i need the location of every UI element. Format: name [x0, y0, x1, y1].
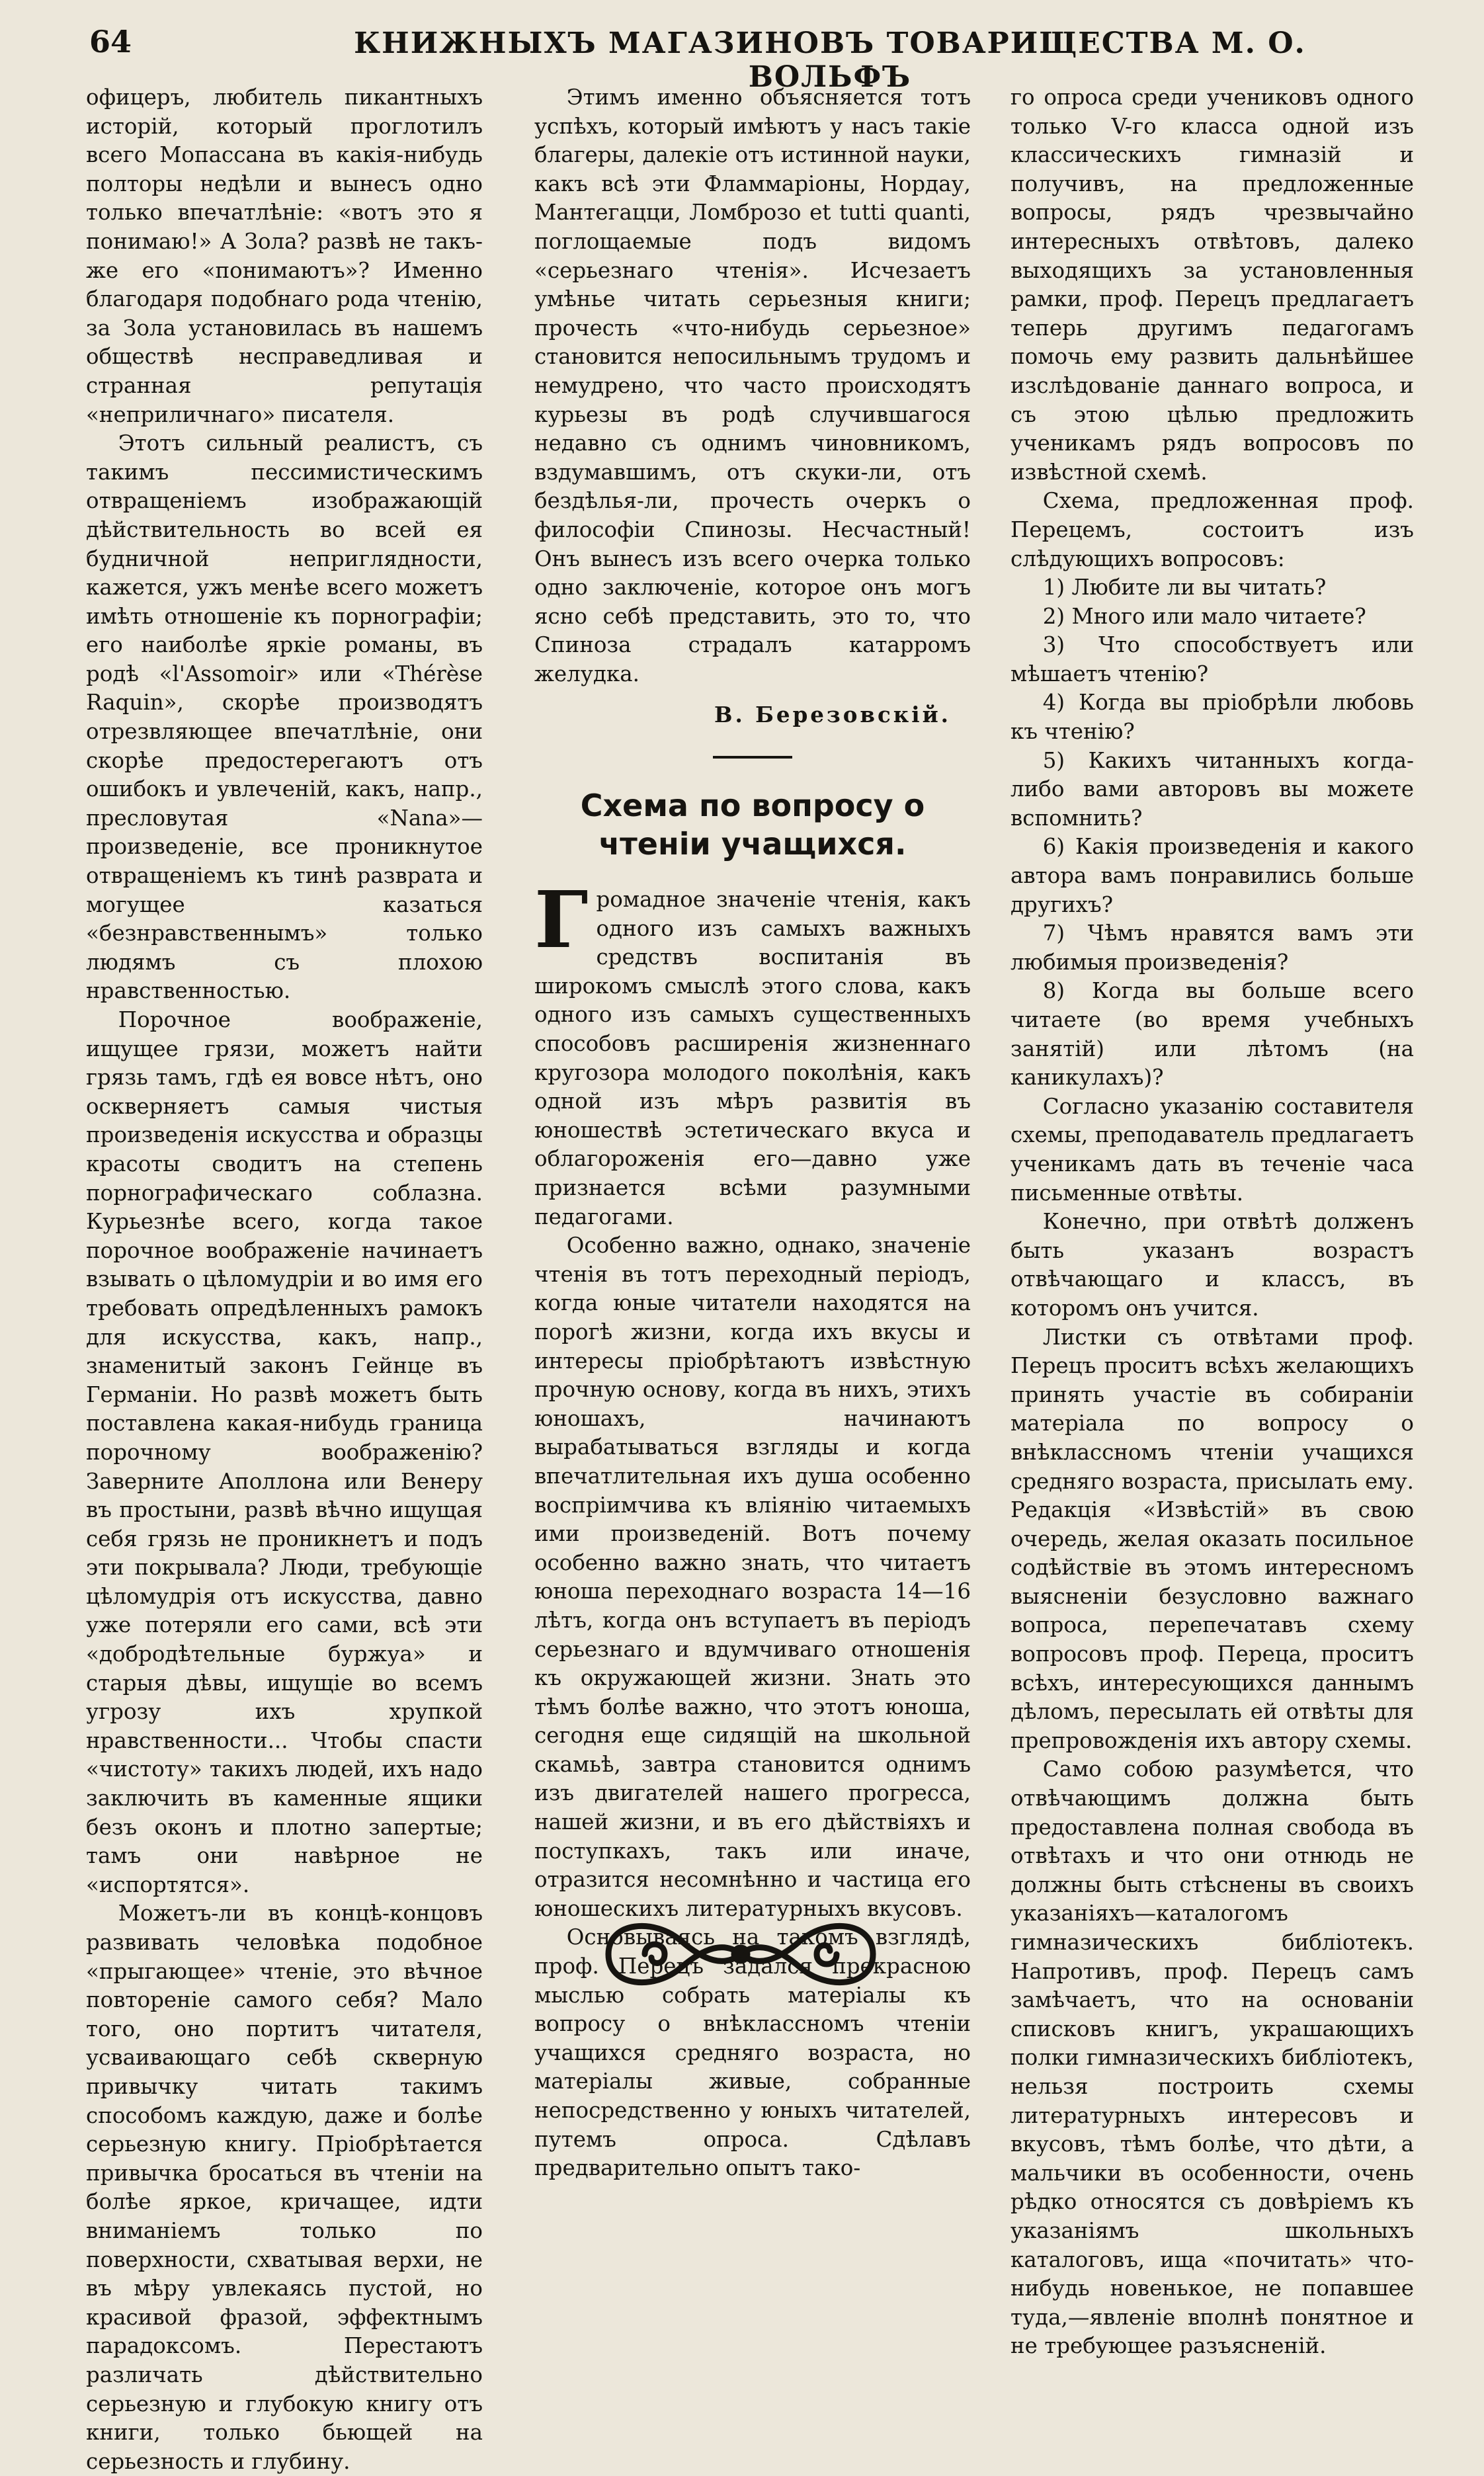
column-1 [86, 83, 483, 2476]
column-3 [1010, 83, 1414, 2361]
running-title: КНИЖНЫХЪ МАГАЗИНОВЪ ТОВАРИЩЕСТВА М. О. ВОЛЬФЪ [354, 26, 1306, 94]
author-signature: В. Березовскій. [714, 702, 951, 728]
paragraph: Листки съ отвѣтами проф. Перецъ проситъ всѣхъ желающихъ принять участіе въ собираніи матеріала по вопросу о внѣклассномъ чтеніи учащихся средняго возраста, присылать ему. Редакція «Извѣстій» въ свою очередь, желая оказать посильное содѣйствіе въ этомъ интересномъ выясненіи безусловно важнаго вопроса, перепечатавъ схему вопросовъ проф. Переца, проситъ всѣхъ, интересующихся даннымъ дѣломъ, пересылать ей отвѣты для препровожденія ихъ автору схемы. [1010, 1324, 1414, 1753]
paragraph: Порочное воображеніе, ищущее грязи, можетъ найти грязь тамъ, гдѣ ея вовсе нѣтъ, оно оскверняетъ самыя чистыя произведенія искусства и образцы красоты сводитъ на степень порнографическаго соблазна. Курьезнѣе всего, когда такое порочное воображеніе начинаетъ взывать о цѣломудріи и во имя его требовать опредѣленныхъ рамокъ для искусства, какъ, напр., знаменитый законъ Гейнце въ Германіи. Но развѣ можетъ быть поставлена какая-нибудь граница порочному воображенію? Заверните Аполлона или Венеру въ простыни, развѣ вѣчно ищущая себя грязь не проникнетъ и подъ эти покрывала? Люди, требующіе цѣломудрія отъ искусства, давно уже потеряли его сами, всѣ эти «добродѣтельные буржуа» и старыя дѣвы, ищущіе во всемъ угрозу ихъ хрупкой нравственности... Чтобы спасти «чистоту» такихъ людей, ихъ надо заключить въ каменные ящики безъ оконъ и плотно запертые; тамъ они навѣрное не «испортятся». [86, 1007, 483, 1897]
paragraph: Согласно указанію составителя схемы, преподаватель предлагаетъ ученикамъ дать въ теченіе часа письменные отвѣты. [1010, 1093, 1414, 1206]
paragraph: Само собою разумѣется, что отвѣчающимъ должна быть предоставлена полная свобода въ отвѣтахъ и что они отнюдь не должны быть стѣснены въ своихъ указаніяхъ—каталогомъ гимназическихъ библіотекъ. Напротивъ, проф. Перецъ самъ замѣчаетъ, что на основаніи списковъ книгъ, украшающихъ полки гимназическихъ библіотекъ, нельзя построить схемы литературныхъ интересовъ и вкусовъ, тѣмъ болѣе, что дѣти, а мальчики въ особенности, очень рѣдко относятся съ довѣріемъ къ указаніямъ школьныхъ каталоговъ, ища «почитать» что-нибудь новенькое, не попавшее туда,—явленіе вполнѣ понятное и не требующее разъясненій. [1010, 1756, 1414, 2359]
question-item: 1) Любите ли вы читать? [1042, 575, 1327, 600]
question-item: 6) Какія произведенія и какого автора вамъ понравились больше другихъ? [1010, 834, 1414, 917]
question-item: 8) Когда вы больше всего читаете (во время учебныхъ занятій) или лѣтомъ (на каникулахъ)? [1010, 978, 1414, 1091]
paragraph: Схема, предложенная проф. Перецемъ, состоитъ изъ слѣдующихъ вопросовъ: [1010, 488, 1414, 571]
question-item: 4) Когда вы пріобрѣли любовь къ чтенію? [1010, 690, 1414, 745]
paragraph: Основываясь на такомъ взглядѣ, проф. Перецъ задался прекрасною мыслью собрать матеріалы къ вопросу о внѣклассномъ чтеніи учащихся средняго возраста, но матеріалы живые, собранные непосредственно у юныхъ читателей, путемъ опроса. Сдѣлавъ предварительно опытъ тако- [534, 1924, 971, 2181]
paragraph: Конечно, при отвѣтѣ долженъ быть указанъ возрастъ отвѣчающаго и классъ, въ которомъ онъ учится. [1010, 1209, 1414, 1321]
page-number: 64 [89, 24, 132, 60]
paragraph: го опроса среди учениковъ одного только V-го класса одной изъ классическихъ гимназій и получивъ, на предложенные вопросы, рядъ чрезвычайно интересныхъ отвѣтовъ, далеко выходящихъ за установленныя рамки, проф. Перецъ предлагаетъ теперь другимъ педагогамъ помочь ему развить дальнѣйшее изслѣдованіе даннаго вопроса, и съ этою цѣлью предложить ученикамъ рядъ вопросовъ по извѣстной схемѣ. [1010, 85, 1414, 485]
question-item: 2) Много или мало читаете? [1042, 603, 1366, 629]
paragraph-with-dropcap [534, 874, 971, 1231]
question-item: 7) Чѣмъ нравятся вамъ эти любимыя произведенія? [1010, 921, 1414, 975]
column-2 [534, 83, 971, 2183]
drop-cap: Г [534, 874, 589, 966]
flourish-ornament-icon [582, 1905, 899, 2004]
paragraph-text: ромадное значеніе чтенія, какъ одного изъ самыхъ важныхъ средствъ воспитанія въ широкомъ смыслѣ этого слова, какъ одного изъ самыхъ существенныхъ способовъ расширенія жизненнаго кругозора молодого поколѣнія, какъ одной изъ мѣръ развитія въ юношествѣ эстетическаго вкуса и облагороженія его—давно уже признается всѣми разумными педагогами. [534, 887, 971, 1229]
paragraph: Этимъ именно объясняется тотъ успѣхъ, который имѣютъ у насъ такіе благеры, далекіе отъ истинной науки, какъ всѣ эти Фламмаріоны, Нордау, Мантегацци, Ломброзо et tutti quanti, поглощаемые подъ видомъ «серьезнаго чтенія». Исчезаетъ умѣнье читать серьезныя книги; прочесть «что-нибудь серьезное» становится непосильнымъ трудомъ и немудрено, что часто происходятъ курьезы въ родѣ случившагося недавно съ однимъ чиновникомъ, вздумавшимъ, отъ скуки-ли, отъ бездѣлья-ли, прочесть очеркъ о философіи Спинозы. Несчастный! Онъ вынесъ изъ всего очерка только одно заключеніе, которое онъ могъ ясно себѣ представить, это то, что Спиноза страдалъ катарромъ желудка. [534, 85, 971, 686]
paragraph: Этотъ сильный реалистъ, съ такимъ пессимистическимъ отвращеніемъ изображающій дѣйствительность во всей ея будничной неприглядности, кажется, ужъ менѣе всего можетъ имѣть отношеніе къ порнографіи; его наиболѣе яркіе романы, въ родѣ «l'Assomoir» или «Thérèse Raquin», скорѣе производятъ отрезвляющее впечатлѣніе, они скорѣе предостерегаютъ отъ ошибокъ и увлеченій, какъ, напр., пресловутая «Nana»—произведеніе, все проникнутое отвращеніемъ къ тинѣ разврата и могущее казаться «безнравственнымъ» только людямъ съ плохою нравственностью. [86, 431, 483, 1004]
question-item: 3) Что способствуетъ или мѣшаетъ чтенію? [1010, 632, 1414, 686]
question-list [1010, 573, 1414, 1093]
paragraph: Особенно важно, однако, значеніе чтенія въ тотъ переходный періодъ, когда юные читатели находятся на порогѣ жизни, когда ихъ вкусы и интересы пріобрѣтаютъ извѣстную прочную основу, когда въ нихъ, этихъ юношахъ, начинаютъ вырабатываться взгляды и когда впечатлительная ихъ душа особенно воспріимчива къ вліянію читаемыхъ ими произведеній. Вотъ почему особенно важно знать, что читаетъ юноша переходнаго возраста 14—16 лѣтъ, когда онъ вступаетъ въ періодъ серьезнаго и вдумчиваго отношенія къ окружающей жизни. Знать это тѣмъ болѣе важно, что этотъ юноша, сегодня еще сидящій на школьной скамьѣ, завтра становится однимъ изъ двигателей нашего прогресса, нашей жизни, и въ его дѣйствіяхъ и поступкахъ, такъ или иначе, отразится несомнѣнно и частица его юношескихъ литературныхъ вкусовъ. [534, 1233, 971, 1921]
paragraph: офицеръ, любитель пикантныхъ исторій, который проглотилъ всего Мопассана въ какія-нибудь полторы недѣли и вынесъ одно только впечатлѣніе: «вотъ это я понимаю!» А Зола? развѣ не такъ-же его «понимаютъ»? Именно благодаря подобнаго рода чтенію, за Зола установилась въ нашемъ обществѣ несправедливая и странная репутація «неприличнаго» писателя. [86, 85, 483, 427]
paragraph: Можетъ-ли въ концѣ-концовъ развивать человѣка подобное «прыгающее» чтеніе, это вѣчное повтореніе самого себя? Мало того, оно портитъ читателя, усваивающаго себѣ скверную привычку читать такимъ способомъ каждую, даже и болѣе серьезную книгу. Пріобрѣтается привычка бросаться въ чтеніи на болѣе яркое, кричащее, идти вниманіемъ только по поверхности, схватывая верхи, не въ мѣру увлекаясь пустой, но красивой фразой, эффектнымъ парадоксомъ. Перестаютъ различать дѣйствительно серьезную и глубокую книгу отъ книги, только бьющей на серьезность и глубину. [86, 1901, 483, 2474]
question-item: 5) Какихъ читанныхъ когда-либо вами авторовъ вы можете вспомнить? [1010, 747, 1414, 831]
page-header [89, 19, 1392, 94]
section-title: Схема по вопросу о чтеніи учащихся. [580, 788, 925, 862]
section-divider [713, 756, 792, 759]
